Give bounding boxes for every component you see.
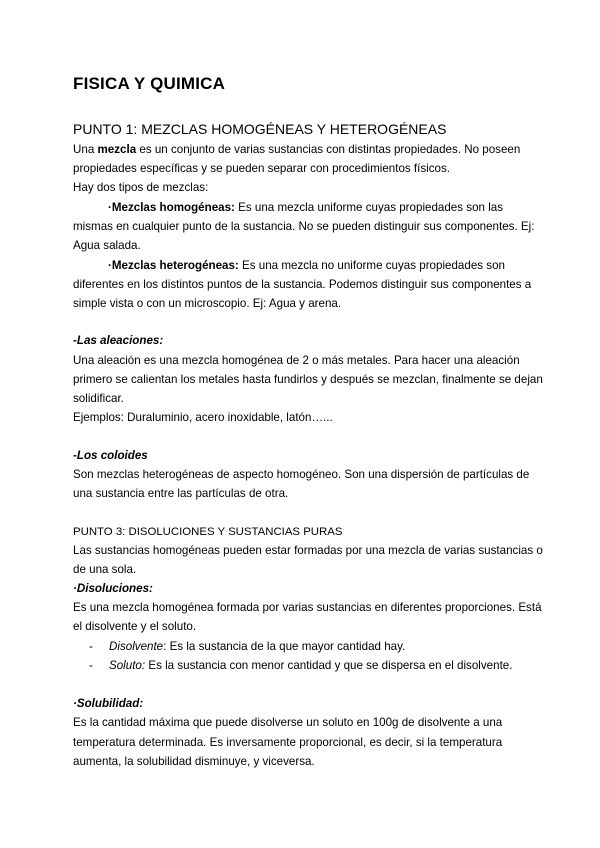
subheading-coloides: -Los coloides	[73, 449, 148, 462]
paragraph-line: Es la cantidad máxima que puede disolverse un soluto en 100g de disolvente a una	[73, 716, 503, 729]
paragraph-line: Una aleación es una mezcla homogénea de 2 o más metales. Para hacer una aleación	[73, 354, 520, 367]
paragraph-line: primero se calientan los metales hasta fundirlos y después se mezclan, finalmente se dejan	[73, 373, 543, 386]
paragraph-line: Agua salada.	[73, 239, 141, 252]
paragraph-line: solidificar.	[73, 392, 124, 405]
paragraph-line: propiedades específicas y se pueden separar con procedimientos físicos.	[73, 162, 451, 175]
paragraph-line: Las sustancias homogéneas pueden estar formadas por una mezcla de varias sustancias o	[73, 544, 543, 557]
definition-line: ·Mezclas heterogéneas: Es una mezcla no uniforme cuyas propiedades son	[108, 259, 505, 272]
paragraph-line: una sustancia entre las partículas de otra.	[73, 487, 289, 500]
term-mezcla: mezcla	[97, 143, 137, 156]
subheading-aleaciones: -Las aleaciones:	[73, 334, 164, 347]
definition-line: ·Mezclas homogéneas: Es una mezcla uniforme cuyas propiedades son las	[108, 201, 504, 214]
paragraph-line: Es una mezcla homogénea formada por varias sustancias en diferentes proporciones. Está	[73, 601, 542, 614]
paragraph-line: Ejemplos: Duraluminio, acero inoxidable, latón…...	[73, 411, 333, 424]
paragraph-line: temperatura determinada. Es inversamente proporcional, es decir, si la temperatura	[73, 736, 503, 749]
list-item-disolvente: Disolvente: Es la sustancia de la que mayor cantidad hay.	[109, 640, 406, 653]
paragraph-line: simple vista o con un microscopio. Ej: Agua y arena.	[73, 297, 342, 310]
paragraph-line: de una sola.	[73, 563, 137, 576]
subheading-solubilidad: ·Solubilidad:	[73, 697, 144, 710]
paragraph-line: aumenta, la solubilidad disminuye, y viceversa.	[73, 755, 315, 768]
list-bullet: -	[89, 659, 93, 672]
subheading-disoluciones: ·Disoluciones:	[73, 582, 153, 595]
paragraph-line: Hay dos tipos de mezclas:	[73, 181, 209, 194]
document-title: FISICA Y QUIMICA	[73, 74, 226, 93]
list-item-soluto: Soluto: Es la sustancia con menor cantidad y que se dispersa en el disolvente.	[109, 659, 513, 672]
paragraph-line: Una mezcla es un conjunto de varias sustancias con distintas propiedades. No poseen	[73, 143, 521, 156]
list-bullet: -	[89, 640, 93, 653]
term-homogeneas: ·Mezclas homogéneas:	[108, 201, 235, 214]
paragraph-line: diferentes en los distintos puntos de la sustancia. Podemos distinguir sus componentes a	[73, 278, 532, 291]
section-heading-punto1: PUNTO 1: MEZCLAS HOMOGÉNEAS Y HETEROGÉNEAS	[73, 121, 447, 137]
paragraph-line: Son mezclas heterogéneas de aspecto homogéneo. Son una dispersión de partículas de	[73, 468, 530, 481]
section-heading-punto3: PUNTO 3: DISOLUCIONES Y SUSTANCIAS PURAS	[73, 526, 343, 538]
term-heterogeneas: ·Mezclas heterogéneas:	[108, 259, 239, 272]
paragraph-line: mismas en cualquier punto de la sustancia. No se pueden distinguir sus componentes. Ej:	[73, 220, 535, 233]
paragraph-line: el disolvente y el soluto.	[73, 620, 197, 633]
